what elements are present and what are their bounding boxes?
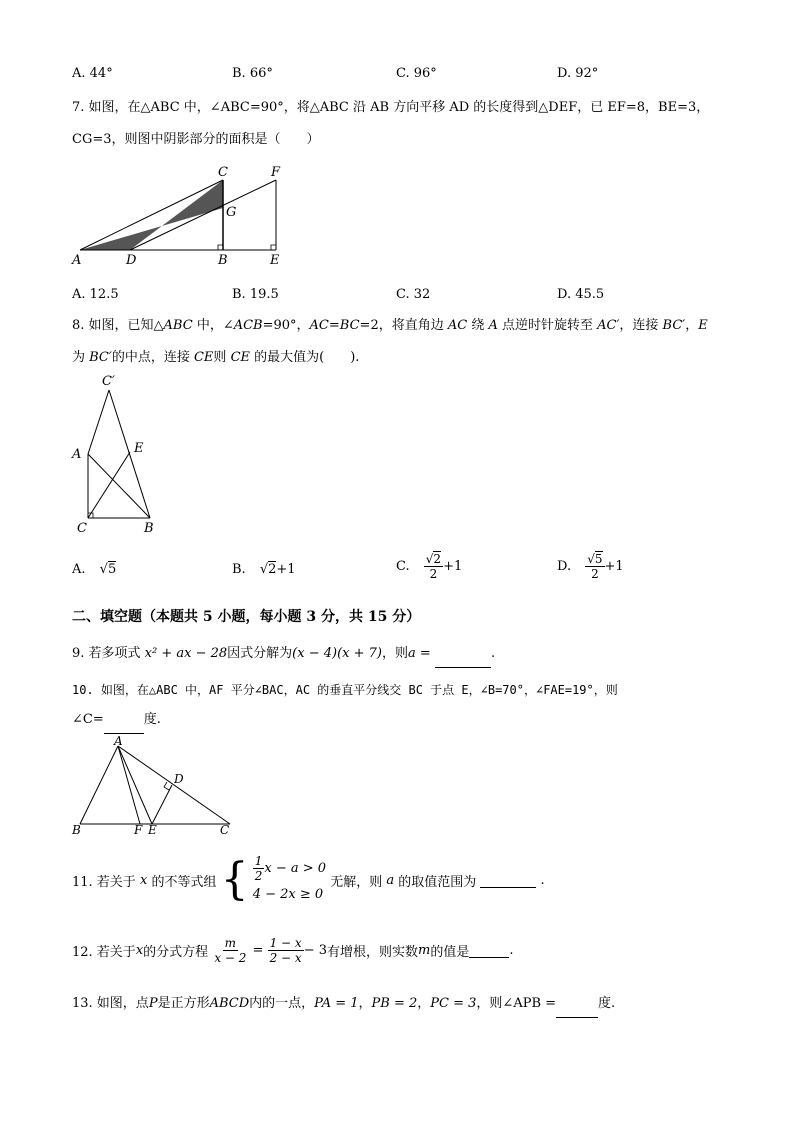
q13-pb: PB = 2 (371, 996, 418, 1011)
q7-label-c: C (218, 165, 228, 180)
q7-stem-line1: 7. 如图，在△ABC 中，∠ABC=90°，将△ABC 沿 AB 方向平移 AD 的长度得到△DEF，已 EF=8，BE=3， (72, 100, 710, 115)
q10-label-a: A (114, 736, 123, 748)
q8-var: ABC (163, 318, 193, 333)
q10-right-angle-d (164, 782, 169, 790)
fraction-denominator: 2 − x (269, 951, 302, 965)
q13-var: ABCD (209, 996, 250, 1011)
fraction-denominator: 2 (591, 567, 599, 581)
q8-option-c-radicand: 2 (433, 552, 442, 566)
q13-text: 是正方形 (157, 996, 210, 1011)
q10-label-e: E (148, 823, 157, 837)
q8-text: ，连接 (619, 318, 663, 333)
q9-text: = (415, 646, 435, 661)
q10-label-d: D (174, 772, 184, 786)
q11-inequality-1-tail: x − a > 0 (264, 860, 327, 876)
q7-label-d: D (126, 253, 137, 268)
q8-text: 绕 (467, 318, 489, 333)
q11-var: a (386, 872, 395, 888)
q13-stem (72, 990, 615, 1018)
q12-var: x (135, 943, 144, 958)
q11-text: 11. 若关于 (72, 874, 136, 890)
q13-text: 度. (598, 996, 616, 1011)
fraction-denominator: 2 (429, 567, 438, 581)
q8-label-a: A (72, 447, 82, 462)
q13-var: P (148, 996, 158, 1011)
q7-label-g: G (226, 205, 237, 220)
q13-pc: PC = 3 (430, 996, 477, 1011)
q8-option-a (72, 562, 116, 577)
q8-option-c-fraction (424, 552, 443, 581)
q7-label-a: A (72, 253, 82, 268)
q8-figure (66, 370, 176, 540)
q8-var: CE (230, 350, 250, 365)
q8-segment-ce (88, 452, 130, 518)
q12-text: 有增根，则实数 (326, 945, 418, 960)
q7-right-angle-e (271, 245, 276, 250)
q8-var: A (488, 318, 498, 333)
q8-option-c-tail: +1 (443, 559, 463, 574)
q7-option-a: A. 12.5 (72, 287, 119, 302)
q8-label-b: B (144, 521, 154, 536)
q11-inequality-2: 4 − 2x ≥ 0 (252, 886, 324, 902)
q6-option-d: D. 92° (557, 66, 599, 81)
q8-text: = (328, 318, 340, 333)
q11-inequality-1 (253, 854, 326, 883)
q11-text: 无解，则 (330, 874, 383, 890)
q9-text: ，则 (381, 646, 408, 661)
q8-var: ACB (233, 318, 263, 333)
q8-var: AC (309, 318, 329, 333)
q12-fraction-left (212, 936, 248, 965)
q8-option-b-label: B. (232, 562, 246, 577)
q9-expression: x² + ax − 28 (144, 646, 228, 661)
q7-label-f: F (271, 165, 281, 180)
q13-pa: PA = 1 (314, 996, 359, 1011)
q9-text: 因式分解为 (227, 646, 293, 661)
q13-text: ， (358, 996, 372, 1011)
q8-text: 的中点，连接 (111, 350, 194, 365)
q7-figure (70, 160, 290, 270)
q8-side-ab (88, 454, 150, 518)
q8-text: 的最大值为( ). (250, 350, 360, 365)
q12-var: m (418, 943, 431, 958)
q11-system (253, 854, 326, 907)
q7-stem-line2: CG=3，则图中阴影部分的面积是（ ） (72, 132, 320, 147)
q8-text: 点逆时针旋转至 (497, 318, 598, 333)
q8-text: =90°， (262, 318, 310, 333)
q8-option-d (557, 552, 624, 581)
q12-stem (72, 936, 513, 965)
q8-text: ， (685, 318, 699, 333)
q6-option-c: C. 96° (396, 66, 437, 81)
fraction-denominator: x − 2 (214, 951, 247, 965)
q12-fraction-right (268, 936, 304, 965)
q12-text: 12. 若关于 (72, 945, 136, 960)
q12-text: − 3 (303, 943, 327, 958)
q11-text: 的不等式组 (151, 874, 217, 890)
q11-stem (72, 850, 545, 910)
q10-label-c: C (220, 823, 230, 837)
q8-var: BC′ (662, 318, 686, 333)
q6-option-b: B. 66° (232, 66, 273, 81)
q8-option-d-radicand: 5 (594, 552, 603, 566)
q8-option-b-radicand: 2 (268, 562, 277, 577)
q9-text: . (490, 646, 496, 661)
q11-brace: { (220, 854, 249, 905)
q11-var: x (139, 872, 148, 888)
q10-label-f: F (134, 823, 143, 837)
q10-text: 度. (143, 712, 161, 727)
q7-option-b: B. 19.5 (232, 287, 279, 302)
q8-text: 8. 如图，已知△ (72, 318, 164, 333)
q7-option-c: C. 32 (396, 287, 431, 302)
sqrt-symbol: √ (425, 552, 434, 566)
q7-label-e: E (270, 253, 280, 268)
q8-var: BC (339, 318, 360, 333)
q11-text: 的取值范围为 (398, 874, 477, 890)
q6-option-a: A. 44° (72, 66, 113, 81)
q7-option-d: D. 45.5 (557, 287, 605, 302)
q8-var: BC′ (89, 350, 112, 365)
q10-segment-af (118, 746, 140, 824)
q9-stem (72, 640, 495, 668)
q8-text: 则 (213, 350, 231, 365)
q9-answer-blank[interactable] (435, 649, 491, 668)
q12-answer-blank[interactable] (469, 943, 509, 958)
q10-text: ∠C= (72, 712, 104, 727)
section-fill-in-heading: 二、填空题（本题共 5 小题，每小题 3 分，共 15 分） (72, 609, 421, 625)
q10-figure (70, 736, 235, 838)
fraction-numerator: 1 (254, 853, 263, 868)
q8-label-c: C (77, 521, 87, 536)
q9-var: a (408, 646, 416, 661)
q8-stem-line2 (72, 344, 359, 372)
fraction-numerator: 1 − x (269, 936, 302, 950)
q10-segment-ed (152, 785, 172, 824)
q8-var: AC (447, 318, 468, 333)
q8-option-d-tail: +1 (604, 559, 624, 574)
q8-option-b-tail: +1 (276, 562, 296, 577)
fraction-numerator: m (224, 936, 237, 950)
q11-answer-blank[interactable] (480, 873, 536, 888)
q13-text: 13. 如图，点 (72, 996, 149, 1011)
q8-option-a-label: A. (72, 562, 86, 577)
q8-option-a-radicand: 5 (107, 562, 117, 577)
q8-label-c-prime: C′ (102, 374, 115, 389)
q8-stem-line1 (72, 312, 708, 340)
q8-var: AC′ (597, 318, 620, 333)
q11-fraction (253, 854, 265, 883)
q13-answer-blank[interactable] (556, 999, 598, 1018)
fraction-numerator (585, 552, 604, 567)
q10-label-b: B (72, 823, 81, 837)
q8-option-d-label: D. (557, 559, 572, 574)
q8-side-bc-prime (109, 390, 150, 518)
q8-text: 中，∠ (192, 318, 234, 333)
q9-text: 9. 若多项式 (72, 646, 145, 661)
q13-text: ，则∠APB = (476, 996, 557, 1011)
q9-factors: (x − 4)(x + 7) (292, 646, 382, 661)
sqrt-symbol: √ (99, 562, 108, 577)
fraction-denominator: 2 (254, 868, 263, 883)
q10-answer-blank[interactable] (104, 715, 144, 734)
q8-option-c (396, 552, 462, 581)
q13-text: 内的一点， (249, 996, 315, 1011)
q8-side-ac-prime (88, 390, 109, 454)
q12-text: 的值是 (430, 945, 470, 960)
q12-text: . (509, 943, 514, 958)
sqrt-symbol: √ (259, 562, 269, 577)
q10-stem-line1: 10. 如图，在△ABC 中，AF 平分∠BAC，AC 的垂直平分线交 BC 于点 E，∠B=70°，∠FAE=19°，则 (72, 683, 618, 697)
q8-label-e: E (134, 441, 144, 456)
q11-text: . (540, 872, 545, 888)
q10-stem-line2 (72, 706, 161, 734)
q10-side-ab (80, 746, 118, 824)
q12-text: = (252, 943, 264, 958)
sqrt-symbol: √ (587, 552, 595, 566)
q12-text: 的分式方程 (143, 945, 209, 960)
q8-option-b (232, 562, 296, 577)
q8-option-c-label: C. (396, 559, 410, 574)
q8-option-d-fraction (585, 552, 604, 581)
q13-text: ， (417, 996, 431, 1011)
fraction-numerator (424, 552, 443, 567)
q8-var: E (698, 318, 708, 333)
q8-text: =2，将直角边 (359, 318, 448, 333)
q7-label-b: B (218, 253, 228, 268)
q8-var: CE (193, 350, 214, 365)
q8-text: 为 (72, 350, 90, 365)
